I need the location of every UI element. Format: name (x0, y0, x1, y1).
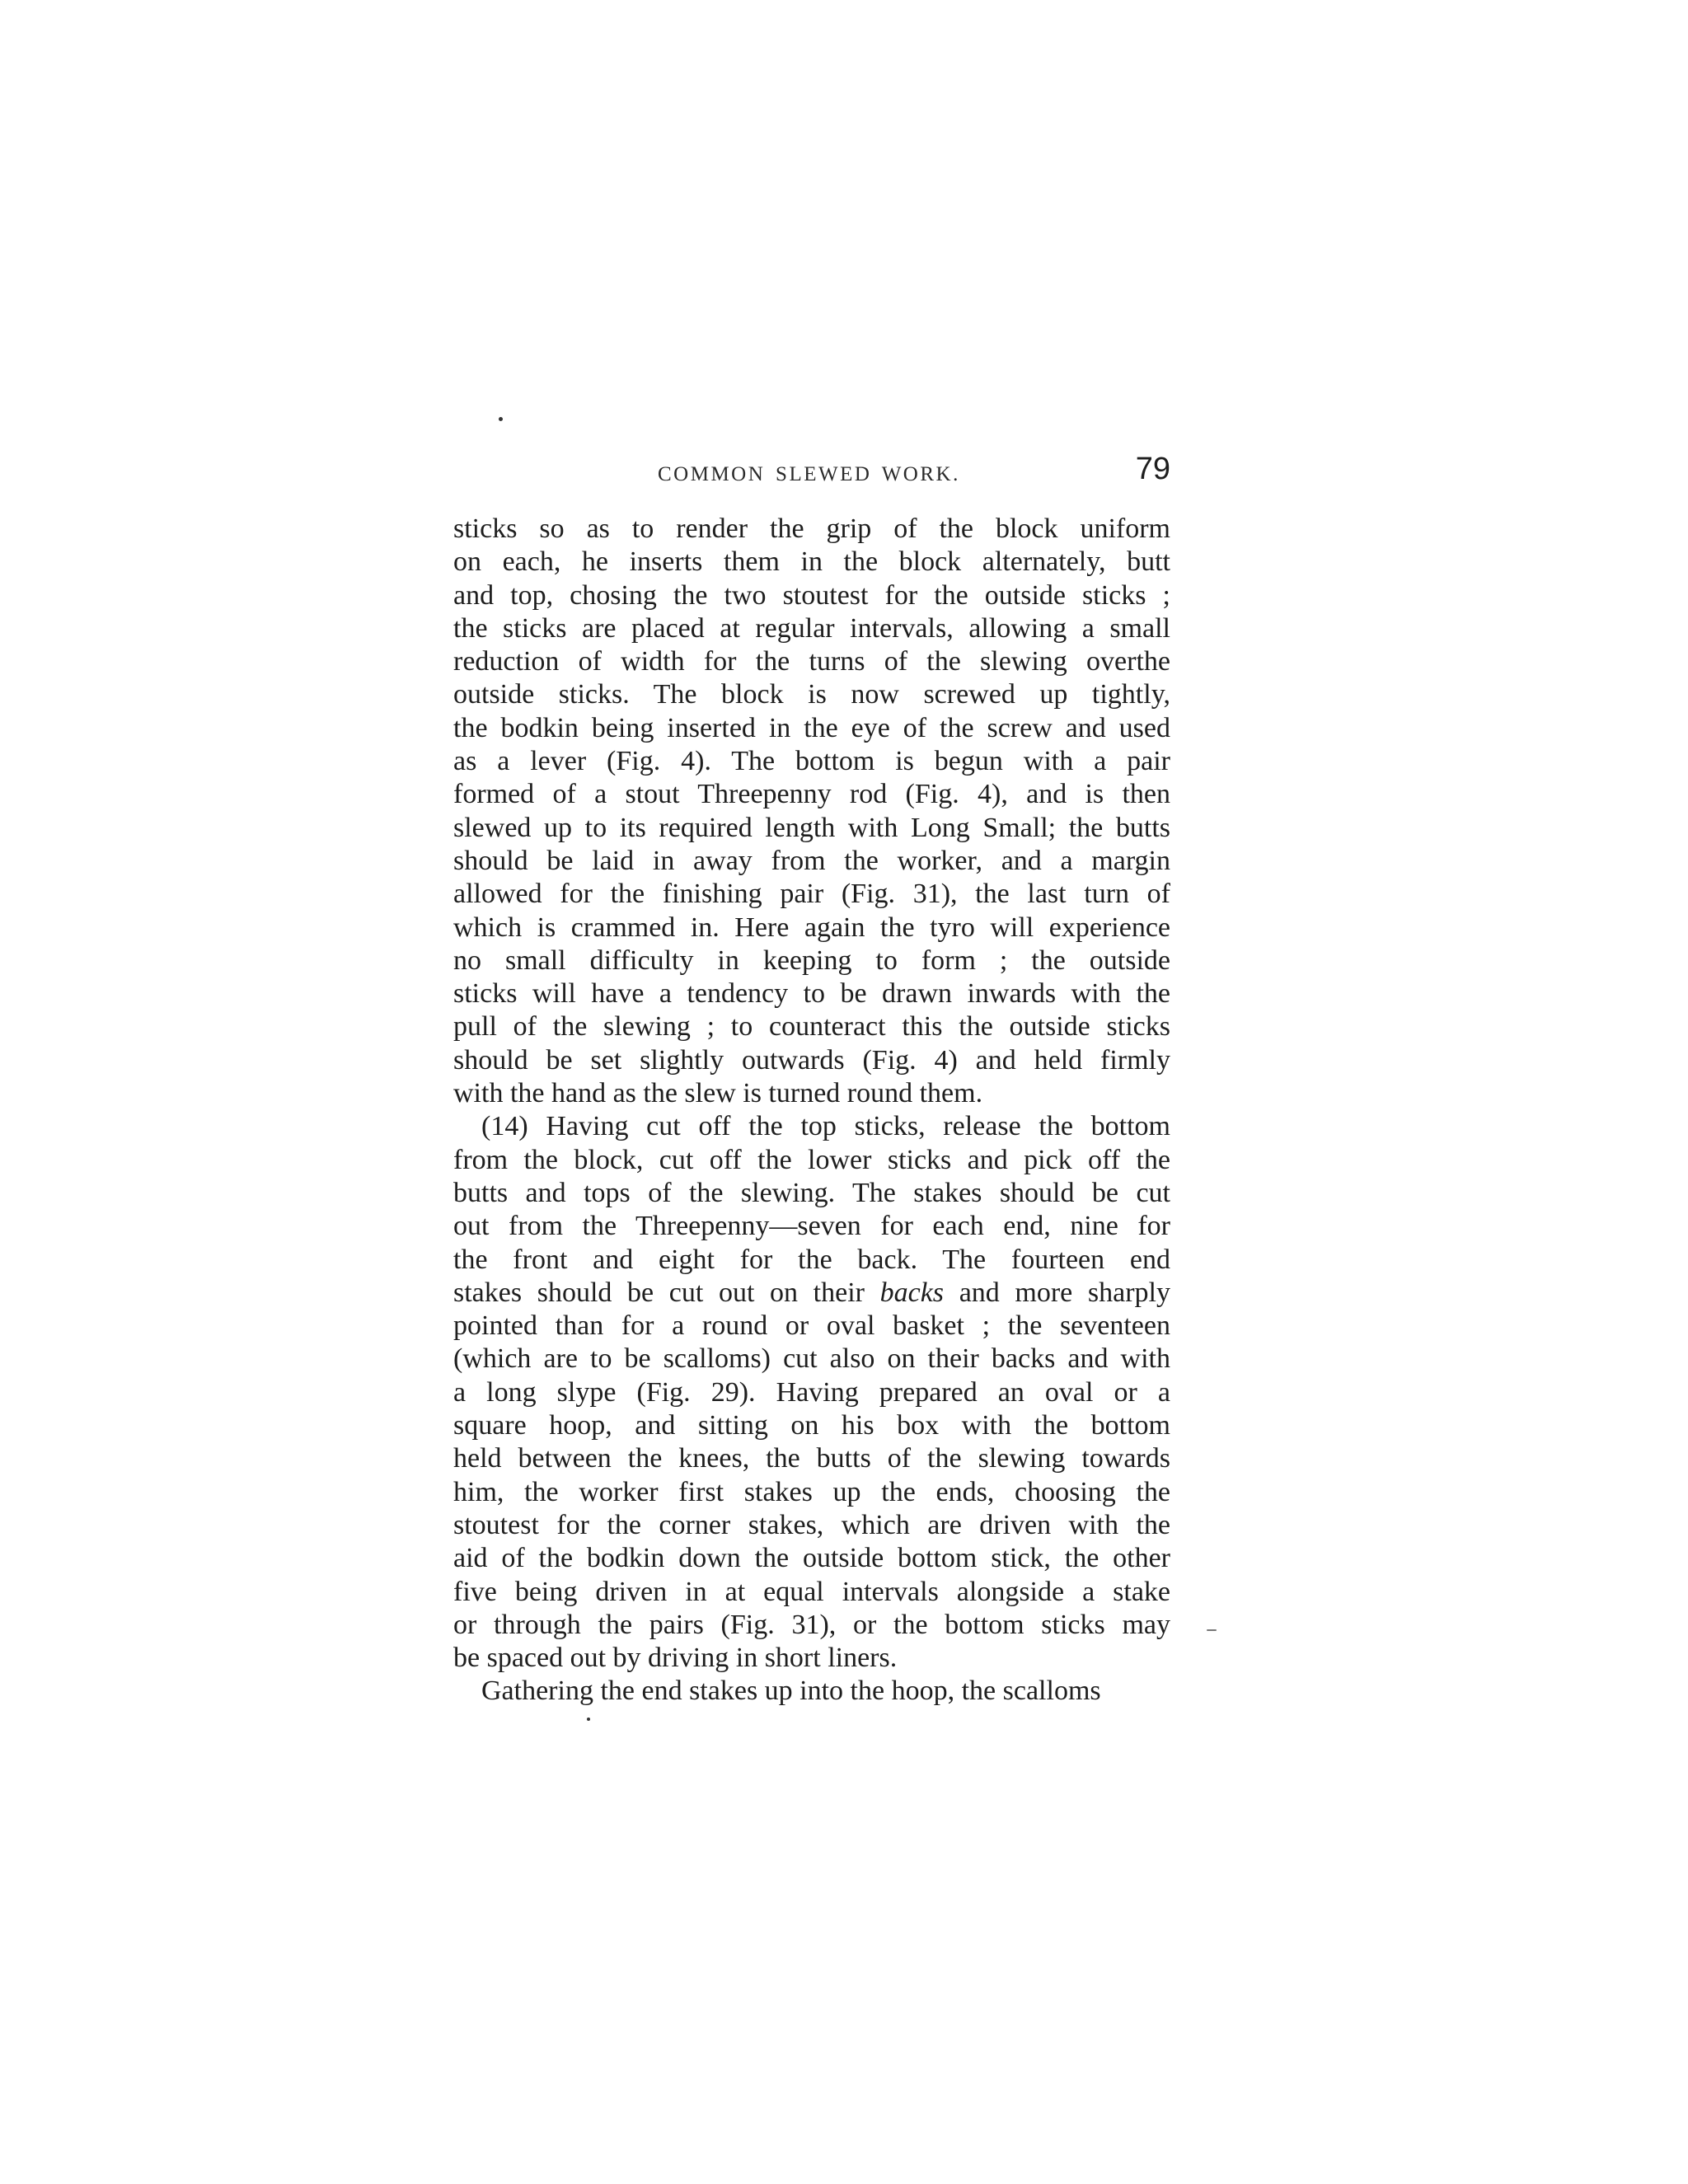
page-header (453, 452, 1170, 501)
text-line: the bodkin being inserted in the eye of the screw and used (453, 712, 1170, 743)
text-line: square hoop, and sitting on his box with the bottom (453, 1410, 1170, 1441)
text-line: Gathering the end stakes up into the hoop, the scalloms (481, 1675, 1101, 1707)
text-line: no small difficulty in keeping to form ; the outside (453, 944, 1170, 976)
text-line: him, the worker first stakes up the ends, choosing the (453, 1476, 1170, 1507)
text-line: pointed than for a round or oval basket ; the seventeen (453, 1310, 1170, 1342)
text-line: a long slype (Fig. 29). Having prepared an oval or a (453, 1376, 1170, 1408)
text-line: be spaced out by driving in short liners. (453, 1643, 898, 1674)
text-line: as a lever (Fig. 4). The bottom is begun with a pair (453, 746, 1170, 777)
page-number: 79 (1135, 452, 1170, 486)
text-line: should be laid in away from the worker, and a margin (453, 845, 1170, 876)
text-line: on each, he inserts them in the block alternately, butt (453, 546, 1170, 578)
text-line: allowed for the finishing pair (Fig. 31), the last turn of (453, 879, 1170, 910)
text-fragment: and more sharply (959, 1277, 1171, 1308)
text-line: sticks will have a tendency to be drawn inwards with the (453, 978, 1170, 1010)
text-line: formed of a stout Threepenny rod (Fig. 4), and is then (453, 779, 1170, 810)
text-line: held between the knees, the butts of the slewing towards (453, 1443, 1170, 1474)
body-text (453, 513, 1170, 1708)
text-line: with the hand as the slew is turned round them. (453, 1078, 983, 1109)
text-line: five being driven in at equal intervals alongside a stake (453, 1576, 1170, 1607)
text-line: (which are to be scalloms) cut also on their backs and with (453, 1343, 1170, 1375)
ink-speck (499, 417, 503, 421)
running-title: COMMON SLEWED WORK. (658, 463, 960, 485)
italic-word: backs (879, 1277, 945, 1308)
text-line: butts and tops of the slewing. The stakes should be cut (453, 1177, 1170, 1208)
text-line: or through the pairs (Fig. 31), or the bottom sticks may (453, 1609, 1170, 1640)
text-line-with-italic (453, 1277, 1170, 1310)
text-line: reduction of width for the turns of the slewing overthe (453, 646, 1170, 677)
text-line: should be set slightly outwards (Fig. 4) and held firmly (453, 1044, 1170, 1076)
text-line: the sticks are placed at regular intervals, allowing a small (453, 612, 1170, 644)
text-line: from the block, cut off the lower sticks and pick off the (453, 1144, 1170, 1175)
text-line: the front and eight for the back. The fourteen end (453, 1244, 1170, 1275)
text-line: pull of the slewing ; to counteract this the outside sticks (453, 1011, 1170, 1043)
ink-speck (1207, 1629, 1217, 1631)
text-line: outside sticks. The block is now screwed up tightly, (453, 679, 1170, 710)
text-line: stoutest for the corner stakes, which are driven with the (453, 1509, 1170, 1540)
ink-speck (587, 1718, 590, 1721)
text-line: and top, chosing the two stoutest for the outside sticks ; (453, 579, 1170, 611)
text-line: sticks so as to render the grip of the block uniform (453, 513, 1170, 544)
text-fragment: stakes should be cut out on their (453, 1277, 865, 1308)
text-line: out from the Threepenny—seven for each end, nine for (453, 1211, 1170, 1242)
text-line: aid of the bodkin down the outside bottom stick, the other (453, 1543, 1170, 1574)
text-line: (14) Having cut off the top sticks, release the bottom (481, 1111, 1170, 1142)
text-line: slewed up to its required length with Long Small; the butts (453, 812, 1170, 843)
text-line: which is crammed in. Here again the tyro will experience (453, 912, 1170, 943)
